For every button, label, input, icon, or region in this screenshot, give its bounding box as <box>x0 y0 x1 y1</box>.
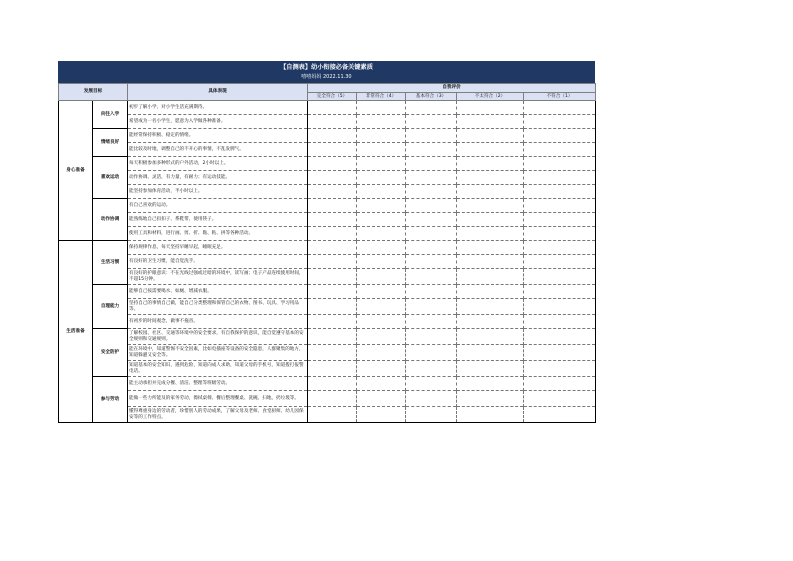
rating-cell[interactable] <box>357 407 406 423</box>
description-cell: 了解校园、社区、交通等环境中的安全要求，有自我保护的意识，能自觉遵守基本的安全规则和交通规则。 <box>128 329 308 345</box>
description-cell: 动作协调、灵活，有力量，有耐力；有运动技能。 <box>128 171 308 185</box>
sheet-subtitle: 嘻嘻妈妈 2022.11.30 <box>301 74 352 80</box>
rating-cell[interactable] <box>457 129 524 143</box>
description-cell: 能比较及时地，调整自己的不开心的事情，不乱发脾气。 <box>128 143 308 157</box>
table-row <box>59 129 596 143</box>
rating-cell[interactable] <box>524 129 596 143</box>
rating-cell[interactable] <box>457 171 524 185</box>
rating-cell[interactable] <box>406 199 457 213</box>
rating-cell[interactable] <box>524 171 596 185</box>
header-level: 不符合（1） <box>524 93 596 101</box>
table-row <box>59 269 596 285</box>
description-cell: 有初步的时间观念，做事不拖沓。 <box>128 315 308 329</box>
rating-cell[interactable] <box>524 407 596 423</box>
header-level: 完全符合（5） <box>308 93 357 101</box>
rating-cell[interactable] <box>308 227 357 241</box>
title-bar <box>58 61 595 83</box>
category-cell: 自理能力 <box>93 285 128 329</box>
category-cell: 安全防护 <box>93 329 128 377</box>
description-cell: 懂得尊重身边的劳动者，珍惜别人的劳动成果，了解父母及老师、食堂厨师、幼儿园保安等的工作特点。 <box>128 407 308 423</box>
rating-cell[interactable] <box>357 361 406 377</box>
description-cell: 能经常保持积极、稳定的情绪。 <box>128 129 308 143</box>
rating-cell[interactable] <box>524 115 596 129</box>
rating-cell[interactable] <box>308 269 357 285</box>
table-row <box>59 407 596 423</box>
rating-cell[interactable] <box>457 345 524 361</box>
rating-cell[interactable] <box>357 285 406 299</box>
rating-cell[interactable] <box>406 241 457 255</box>
table-row <box>59 391 596 407</box>
description-cell: 使用工具和材料，进行画、剪、折、黏、粘、拼等各种活动。 <box>128 227 308 241</box>
table-row <box>59 171 596 185</box>
rating-cell[interactable] <box>524 377 596 391</box>
rating-cell[interactable] <box>457 241 524 255</box>
table-row <box>59 157 596 171</box>
rating-cell[interactable] <box>357 129 406 143</box>
rating-cell[interactable] <box>308 315 357 329</box>
category-cell: 参与劳动 <box>93 377 128 423</box>
rating-cell[interactable] <box>357 299 406 315</box>
rating-cell[interactable] <box>357 315 406 329</box>
rating-cell[interactable] <box>357 255 406 269</box>
rating-cell[interactable] <box>457 213 524 227</box>
rating-cell[interactable] <box>406 329 457 345</box>
rating-cell[interactable] <box>524 227 596 241</box>
rating-cell[interactable] <box>524 199 596 213</box>
table-row <box>59 299 596 315</box>
self-assessment-sheet <box>58 61 595 423</box>
table-row <box>59 315 596 329</box>
description-cell: 知道基本的安全知识，遇到危险，知道向成人求助，知道父母的手机号，知道拨打报警电话。 <box>128 361 308 377</box>
description-cell: 能熟练地自己扣扣子、系鞋带、使用筷子。 <box>128 213 308 227</box>
description-cell: 有良好的护眼意识：不在光线过强或过暗的环境中，读写画；电子产品连续使用时间，不超15分钟。 <box>128 269 308 285</box>
table-row <box>59 241 596 255</box>
rating-cell[interactable] <box>308 101 357 115</box>
rating-cell[interactable] <box>357 377 406 391</box>
description-cell: 有良好的卫生习惯，能自觉洗手。 <box>128 255 308 269</box>
rating-cell[interactable] <box>308 143 357 157</box>
rating-cell[interactable] <box>308 299 357 315</box>
goal-cell: 身心准备 <box>59 101 93 241</box>
rating-cell[interactable] <box>524 269 596 285</box>
rating-cell[interactable] <box>406 157 457 171</box>
rating-cell[interactable] <box>308 391 357 407</box>
rating-cell[interactable] <box>524 143 596 157</box>
description-cell: 能够自己按需要喝水、如厕、增减衣服。 <box>128 285 308 299</box>
rating-cell[interactable] <box>406 101 457 115</box>
rating-cell[interactable] <box>524 299 596 315</box>
header-level: 不太符合（2） <box>457 93 524 101</box>
table-row <box>59 185 596 199</box>
rating-cell[interactable] <box>406 143 457 157</box>
rating-cell[interactable] <box>357 345 406 361</box>
rating-cell[interactable] <box>357 391 406 407</box>
rating-cell[interactable] <box>308 361 357 377</box>
rating-cell[interactable] <box>457 329 524 345</box>
rating-cell[interactable] <box>524 213 596 227</box>
rating-cell[interactable] <box>457 227 524 241</box>
rating-cell[interactable] <box>406 213 457 227</box>
rating-cell[interactable] <box>308 185 357 199</box>
rating-cell[interactable] <box>357 101 406 115</box>
description-cell: 能坚持参加体育活动，半小时以上。 <box>128 185 308 199</box>
rating-cell[interactable] <box>406 255 457 269</box>
rating-cell[interactable] <box>357 213 406 227</box>
rating-cell[interactable] <box>524 255 596 269</box>
rating-cell[interactable] <box>524 391 596 407</box>
rating-cell[interactable] <box>357 171 406 185</box>
rating-cell[interactable] <box>357 241 406 255</box>
rating-cell[interactable] <box>308 255 357 269</box>
table-row <box>59 377 596 391</box>
rating-cell[interactable] <box>524 101 596 115</box>
rating-cell[interactable] <box>308 171 357 185</box>
rating-cell[interactable] <box>357 157 406 171</box>
rating-cell[interactable] <box>406 269 457 285</box>
rating-cell[interactable] <box>406 227 457 241</box>
header-level: 非常符合（4） <box>357 93 406 101</box>
rating-cell[interactable] <box>308 377 357 391</box>
rating-cell[interactable] <box>308 115 357 129</box>
rating-cell[interactable] <box>357 199 406 213</box>
category-cell: 向往入学 <box>93 101 128 129</box>
description-cell: 能在环境中，知道警惕不安全因素，比如电插座等设备的安全隐患，人群聚集的地方，知道躲避又安全等。 <box>128 345 308 361</box>
rating-cell[interactable] <box>406 315 457 329</box>
rating-cell[interactable] <box>524 285 596 299</box>
rating-cell[interactable] <box>457 101 524 115</box>
rating-cell[interactable] <box>457 185 524 199</box>
rating-cell[interactable] <box>406 407 457 423</box>
rating-cell[interactable] <box>457 157 524 171</box>
rating-cell[interactable] <box>308 129 357 143</box>
table-row <box>59 199 596 213</box>
description-cell: 能做一些力所能及的家务劳动，擦拭桌椅、餐后整理餐桌、洗碗、扫地、扔垃圾等。 <box>128 391 308 407</box>
table-row <box>59 143 596 157</box>
rating-cell[interactable] <box>308 213 357 227</box>
rating-cell[interactable] <box>406 391 457 407</box>
rating-cell[interactable] <box>457 361 524 377</box>
rating-cell[interactable] <box>524 361 596 377</box>
description-cell: 每天积极参加多种形式的户外活动，2小时以上。 <box>128 157 308 171</box>
table-row <box>59 361 596 377</box>
rating-cell[interactable] <box>524 185 596 199</box>
description-cell: 能主动承担并完成分餐、清洁、整理等班级劳动。 <box>128 377 308 391</box>
rating-cell[interactable] <box>406 115 457 129</box>
rating-cell[interactable] <box>357 329 406 345</box>
rating-cell[interactable] <box>524 315 596 329</box>
rating-cell[interactable] <box>308 241 357 255</box>
rating-cell[interactable] <box>308 199 357 213</box>
rating-cell[interactable] <box>457 255 524 269</box>
table-row <box>59 345 596 361</box>
rating-cell[interactable] <box>457 299 524 315</box>
rating-cell[interactable] <box>457 377 524 391</box>
header-goal: 发展目标 <box>59 84 128 101</box>
rating-cell[interactable] <box>524 157 596 171</box>
description-cell: 有自己喜欢的运动。 <box>128 199 308 213</box>
table-body <box>59 101 596 423</box>
rating-cell[interactable] <box>308 285 357 299</box>
table-row <box>59 213 596 227</box>
rating-cell[interactable] <box>457 269 524 285</box>
rating-cell[interactable] <box>457 407 524 423</box>
rating-cell[interactable] <box>357 143 406 157</box>
rating-cell[interactable] <box>457 315 524 329</box>
header-description: 具体表现 <box>128 84 308 101</box>
description-cell: 坚持自己的事情自己做，能自己分类整理和保管自己的衣物、图书、玩具、学习用品等。 <box>128 299 308 315</box>
category-cell: 动作协调 <box>93 199 128 241</box>
rating-cell[interactable] <box>457 143 524 157</box>
rating-cell[interactable] <box>406 129 457 143</box>
rating-cell[interactable] <box>524 329 596 345</box>
assessment-table <box>58 83 596 423</box>
header-self-eval: 自我评价 <box>308 84 596 93</box>
header-level: 基本符合（3） <box>406 93 457 101</box>
rating-cell[interactable] <box>406 377 457 391</box>
category-cell: 情绪良好 <box>93 129 128 157</box>
rating-cell[interactable] <box>406 171 457 185</box>
rating-cell[interactable] <box>406 345 457 361</box>
table-row <box>59 285 596 299</box>
rating-cell[interactable] <box>457 115 524 129</box>
description-cell: 保持规律作息，每天坚持早睡早起，睡眠充足。 <box>128 241 308 255</box>
category-cell: 喜欢运动 <box>93 157 128 199</box>
rating-cell[interactable] <box>406 185 457 199</box>
rating-cell[interactable] <box>406 285 457 299</box>
description-cell: 初步了解小学，对小学生活充满期待。 <box>128 101 308 115</box>
rating-cell[interactable] <box>457 285 524 299</box>
rating-cell[interactable] <box>308 157 357 171</box>
rating-cell[interactable] <box>524 241 596 255</box>
description-cell: 希望成为一名小学生，愿意为入学做各种准备。 <box>128 115 308 129</box>
table-row <box>59 255 596 269</box>
rating-cell[interactable] <box>357 185 406 199</box>
category-cell: 生活习惯 <box>93 241 128 285</box>
table-row <box>59 115 596 129</box>
rating-cell[interactable] <box>308 329 357 345</box>
table-row <box>59 101 596 115</box>
rating-cell[interactable] <box>308 407 357 423</box>
table-row <box>59 329 596 345</box>
rating-cell[interactable] <box>357 269 406 285</box>
table-row <box>59 227 596 241</box>
sheet-title: 【自测表】幼小衔接必备关键素质 <box>280 64 373 71</box>
rating-cell[interactable] <box>357 227 406 241</box>
rating-cell[interactable] <box>457 391 524 407</box>
rating-cell[interactable] <box>406 299 457 315</box>
rating-cell[interactable] <box>406 361 457 377</box>
goal-cell: 生活准备 <box>59 241 93 423</box>
rating-cell[interactable] <box>524 345 596 361</box>
rating-cell[interactable] <box>357 115 406 129</box>
rating-cell[interactable] <box>457 199 524 213</box>
rating-cell[interactable] <box>308 345 357 361</box>
